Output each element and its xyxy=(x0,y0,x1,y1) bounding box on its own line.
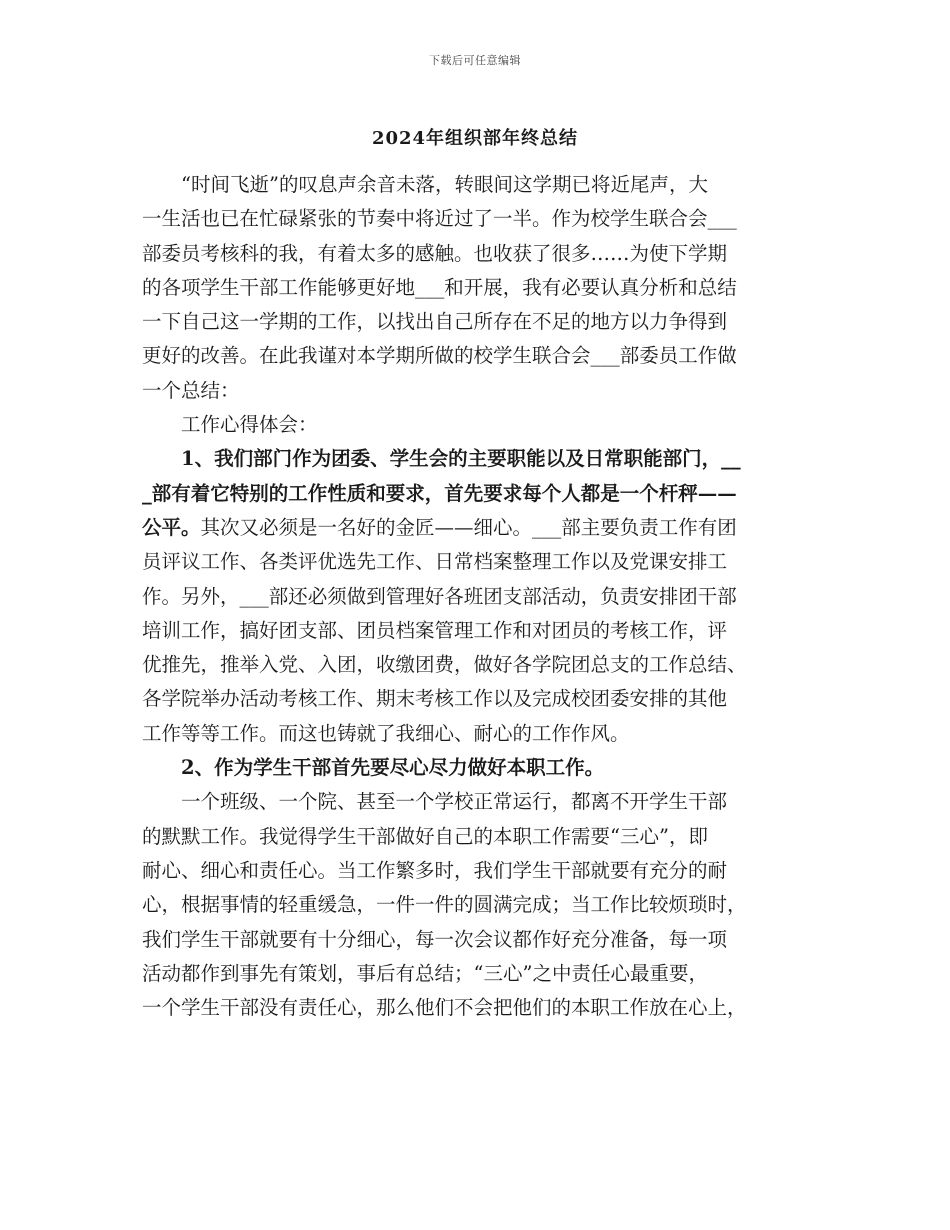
body-line-text: 的各项学生干部工作能够更好地___和开展，我有必要认真分析和总结 xyxy=(142,275,737,299)
body-line-text: 我们学生干部就要有十分细心，每一次会议都作好充分准备，每一项 xyxy=(142,927,728,951)
body-line-text: 一个班级、一个院、甚至一个学校正常运行，都离不开学生干部 xyxy=(181,790,728,814)
body-line-text: 各学院举办活动考核工作、期末考核工作以及完成校团委安排的其他 xyxy=(142,687,728,711)
body-line xyxy=(142,957,807,991)
body-line-text: 耐心、细心和责任心。当工作繁多时，我们学生干部就要有充分的耐 xyxy=(142,858,728,882)
body-line-text: 员评议工作、各类评优选先工作、日常档案整理工作以及党课安排工 xyxy=(142,550,728,574)
body-line xyxy=(142,237,807,271)
body-line xyxy=(142,202,807,236)
body-line xyxy=(142,580,807,614)
body-line xyxy=(142,923,807,957)
body-line xyxy=(142,339,807,373)
body-line xyxy=(142,374,807,408)
body-line xyxy=(142,511,807,545)
body-line xyxy=(142,442,807,476)
body-line xyxy=(142,682,807,716)
body-line-text: 作。另外，___部还必须做到管理好各班团支部活动，负责安排团干部 xyxy=(142,584,737,608)
body-line xyxy=(142,614,807,648)
body-line-text: 一下自己这一学期的工作，以找出自己所存在不足的地方以力争得到 xyxy=(142,310,728,334)
body-line xyxy=(142,271,807,305)
body-line-text: 2、作为学生干部首先要尽心尽力做好本职工作。 xyxy=(181,756,605,780)
body-line-text: 心，根据事情的轻重缓急，一件一件的圆满完成；当工作比较烦琐时， xyxy=(142,893,747,917)
body-line xyxy=(142,785,807,819)
body-line-text: 培训工作，搞好团支部、团员档案管理工作和对团员的考核工作，评 xyxy=(142,618,728,642)
body-line-text: 工作心得体会： xyxy=(181,413,318,437)
body-line xyxy=(142,168,807,202)
document-body xyxy=(142,168,807,1025)
body-line-text: 活动都作到事先有策划，事后有总结；“三心”之中责任心最重要， xyxy=(142,961,708,985)
body-line-text: 1、我们部门作为团委、学生会的主要职能以及日常职能部门，__ xyxy=(181,447,741,471)
body-line xyxy=(142,820,807,854)
body-line-text: 一个学生干部没有责任心，那么他们不会把他们的本职工作放在心上， xyxy=(142,996,747,1020)
body-line xyxy=(142,477,807,511)
body-line xyxy=(142,751,807,785)
body-line-text: 优推先，推举入党、入团，收缴团费，做好各学院团总支的工作总结、 xyxy=(142,653,747,677)
body-line xyxy=(142,991,807,1025)
body-line-text: 部委员考核科的我，有着太多的感触。也收获了很多……为使下学期 xyxy=(142,241,728,265)
body-line-text: _部有着它特别的工作性质和要求，首先要求每个人都是一个杆秤—— xyxy=(142,481,737,505)
body-line xyxy=(142,545,807,579)
document-title: 2024年组织部年终总结 xyxy=(371,128,579,149)
body-line xyxy=(142,408,807,442)
body-line xyxy=(142,888,807,922)
body-line-text: 一个总结： xyxy=(142,378,240,402)
body-line-text: “时间飞逝”的叹息声余音未落，转眼间这学期已将近尾声，大 xyxy=(181,173,708,196)
body-line xyxy=(142,854,807,888)
body-line-text: 其次又必须是一名好的金匠——细心。___部主要负责工作有团 xyxy=(200,515,737,539)
body-line-bold-segment: 公平。 xyxy=(142,515,201,539)
body-line xyxy=(142,717,807,751)
body-line-text: 更好的改善。在此我谨对本学期所做的校学生联合会___部委员工作做 xyxy=(142,344,737,368)
body-line xyxy=(142,305,807,339)
body-line-text: 工作等等工作。而这也铸就了我细心、耐心的工作作风。 xyxy=(142,721,630,745)
body-line-text: 一生活也已在忙碌紧张的节奏中将近过了一半。作为校学生联合会___ xyxy=(142,207,737,231)
page-header-note: 下载后可任意编辑 xyxy=(429,54,521,67)
body-line xyxy=(142,648,807,682)
body-line-text: 的默默工作。我觉得学生干部做好自己的本职工作需要“三心”，即 xyxy=(142,824,708,848)
